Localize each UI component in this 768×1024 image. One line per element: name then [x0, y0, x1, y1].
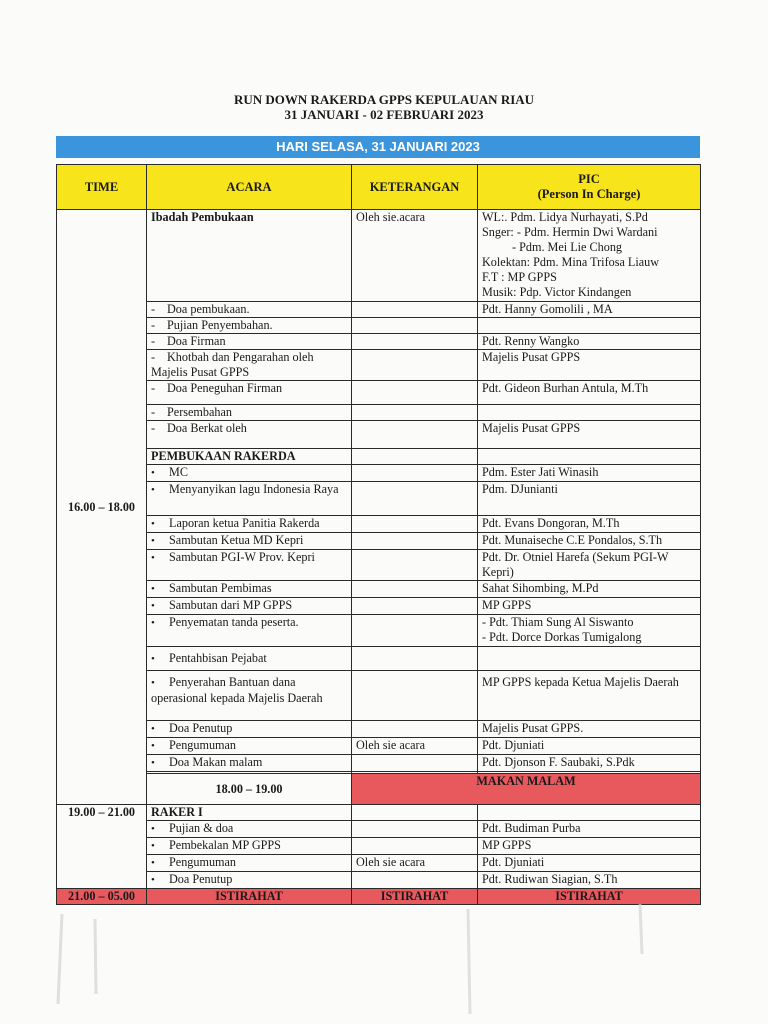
pic-cell: Pdt. Hanny Gomolili , MA — [478, 302, 701, 318]
keterangan-cell — [352, 598, 478, 615]
acara-cell: • Penyematan tanda peserta. — [147, 615, 352, 647]
col-keterangan-header: KETERANGAN — [352, 165, 478, 210]
acara-cell: • Doa Penutup — [147, 872, 352, 889]
pic-cell — [478, 405, 701, 421]
time-cell: 21.00 – 05.00 — [57, 889, 147, 905]
acara-cell: • Penyerahan Bantuan dana operasional kepada Majelis Daerah — [147, 671, 352, 721]
pic-cell: Pdt. Renny Wangko — [478, 334, 701, 350]
keterangan-cell — [352, 318, 478, 334]
keterangan-cell — [352, 482, 478, 516]
table-row — [57, 615, 701, 647]
col-pic-header — [478, 165, 701, 210]
time-cell: 19.00 – 21.00 — [57, 805, 147, 889]
keterangan-cell — [352, 647, 478, 671]
break-pic: ISTIRAHAT — [478, 889, 701, 905]
acara-cell: • Pengumuman — [147, 738, 352, 755]
table-row — [57, 838, 701, 855]
pic-line: Snger: - Pdm. Hermin Dwi Wardani — [482, 225, 658, 239]
acara-cell: • Doa Makan malam — [147, 755, 352, 772]
table-row — [57, 533, 701, 550]
pic-cell — [478, 615, 701, 647]
pic-cell: Majelis Pusat GPPS — [478, 421, 701, 449]
section-title: RAKER I — [147, 805, 352, 821]
keterangan-cell — [352, 381, 478, 405]
document-title — [0, 92, 768, 122]
pic-header-sub: (Person In Charge) — [537, 187, 641, 201]
table-row — [57, 721, 701, 738]
table-row — [57, 381, 701, 405]
table-row — [57, 465, 701, 482]
keterangan-cell — [352, 581, 478, 598]
pic-line: - Pdt. Thiam Sung Al Siswanto — [482, 615, 634, 629]
keterangan-cell — [352, 615, 478, 647]
table-row — [57, 405, 701, 421]
pic-cell: Majelis Pusat GPPS. — [478, 721, 701, 738]
acara-cell: • Pembekalan MP GPPS — [147, 838, 352, 855]
break-label: MAKAN MALAM — [352, 774, 701, 805]
keterangan-cell — [352, 872, 478, 889]
acara-cell: • Menyanyikan lagu Indonesia Raya — [147, 482, 352, 516]
acara-cell: • Pujian & doa — [147, 821, 352, 838]
acara-cell: • Sambutan Ketua MD Kepri — [147, 533, 352, 550]
acara-cell: - Doa pembukaan. — [147, 302, 352, 318]
table-row — [57, 449, 701, 465]
pic-line: - Pdt. Dorce Dorkas Tumigalong — [482, 630, 642, 644]
keterangan-cell — [352, 721, 478, 738]
keterangan-cell — [352, 805, 478, 821]
col-time-header: TIME — [57, 165, 147, 210]
acara-cell: • Pengumuman — [147, 855, 352, 872]
pic-cell: Pdt. Budiman Purba — [478, 821, 701, 838]
keterangan-cell — [352, 671, 478, 721]
pic-cell: Pdm. Ester Jati Winasih — [478, 465, 701, 482]
pic-cell: MP GPPS kepada Ketua Majelis Daerah — [478, 671, 701, 721]
pic-cell: MP GPPS — [478, 838, 701, 855]
pic-cell — [478, 449, 701, 465]
section-title: PEMBUKAAN RAKERDA — [147, 449, 352, 465]
col-acara-header: ACARA — [147, 165, 352, 210]
table-row — [57, 550, 701, 581]
time-cell: 16.00 – 18.00 — [57, 210, 147, 805]
table-row — [57, 805, 701, 821]
pic-cell: Pdt. Munaiseche C.E Pondalos, S.Th — [478, 533, 701, 550]
table-row — [57, 755, 701, 772]
acara-cell: • Pentahbisan Pejabat — [147, 647, 352, 671]
acara-cell: • Sambutan Pembimas — [147, 581, 352, 598]
keterangan-cell — [352, 533, 478, 550]
pic-line: - Pdm. Mei Lie Chong — [512, 240, 623, 254]
day-banner: HARI SELASA, 31 JANUARI 2023 — [56, 136, 700, 158]
scan-bleed-marks — [0, 894, 768, 1024]
break-row-makan-malam — [57, 774, 701, 805]
pic-cell: Pdt. Djuniati — [478, 738, 701, 755]
table-row — [57, 421, 701, 449]
acara-cell: - Doa Berkat oleh — [147, 421, 352, 449]
keterangan-cell: Oleh sie acara — [352, 738, 478, 755]
keterangan-cell — [352, 405, 478, 421]
pic-cell: Pdt. Djonson F. Saubaki, S.Pdk — [478, 755, 701, 772]
keterangan-cell — [352, 821, 478, 838]
bleed-mark — [58, 914, 62, 1004]
pic-line: F.T : MP GPPS — [482, 270, 557, 284]
table-row — [57, 855, 701, 872]
table-row — [57, 581, 701, 598]
table-row — [57, 302, 701, 318]
pic-cell: Pdt. Dr. Otniel Harefa (Sekum PGI-W Kepri) — [478, 550, 701, 581]
table-row — [57, 598, 701, 615]
table-row — [57, 318, 701, 334]
pic-cell: Pdt. Gideon Burhan Antula, M.Th — [478, 381, 701, 405]
keterangan-cell — [352, 350, 478, 381]
title-line-1: RUN DOWN RAKERDA GPPS KEPULAUAN RIAU — [233, 92, 535, 107]
keterangan-cell — [352, 550, 478, 581]
keterangan-cell: Oleh sie acara — [352, 855, 478, 872]
acara-cell: - Doa Firman — [147, 334, 352, 350]
table-header-row — [57, 165, 701, 210]
keterangan-cell — [352, 421, 478, 449]
acara-cell: • MC — [147, 465, 352, 482]
pic-header-label: PIC — [578, 172, 600, 186]
pic-cell: Majelis Pusat GPPS — [478, 350, 701, 381]
table-row — [57, 872, 701, 889]
keterangan-cell — [352, 516, 478, 533]
pic-cell — [478, 805, 701, 821]
keterangan-cell — [352, 465, 478, 482]
acara-cell: • Sambutan PGI-W Prov. Kepri — [147, 550, 352, 581]
pic-cell: Sahat Sihombing, M.Pd — [478, 581, 701, 598]
table-row — [57, 350, 701, 381]
pic-line: WL:. Pdm. Lidya Nurhayati, S.Pd — [482, 210, 648, 224]
pic-cell — [478, 647, 701, 671]
keterangan-cell — [352, 334, 478, 350]
acara-cell: • Laporan ketua Panitia Rakerda — [147, 516, 352, 533]
break-keterangan: ISTIRAHAT — [352, 889, 478, 905]
bleed-mark — [95, 919, 96, 994]
table-row — [57, 647, 701, 671]
rundown-table — [56, 164, 701, 905]
keterangan-cell: Oleh sie.acara — [352, 210, 478, 302]
table-row — [57, 334, 701, 350]
keterangan-cell — [352, 755, 478, 772]
table-row — [57, 210, 701, 302]
pic-cell: Pdt. Evans Dongoran, M.Th — [478, 516, 701, 533]
pic-cell — [478, 318, 701, 334]
acara-cell: Ibadah Pembukaan — [147, 210, 352, 302]
time-cell: 18.00 – 19.00 — [147, 774, 352, 805]
keterangan-cell — [352, 449, 478, 465]
table-row — [57, 482, 701, 516]
acara-cell: - Doa Peneguhan Firman — [147, 381, 352, 405]
keterangan-cell — [352, 302, 478, 318]
pic-cell: Pdt. Rudiwan Siagian, S.Th — [478, 872, 701, 889]
table-row — [57, 516, 701, 533]
keterangan-cell — [352, 838, 478, 855]
acara-cell: • Sambutan dari MP GPPS — [147, 598, 352, 615]
bleed-mark — [468, 909, 470, 1014]
pic-cell: MP GPPS — [478, 598, 701, 615]
acara-cell: - Pujian Penyembahan. — [147, 318, 352, 334]
break-acara: ISTIRAHAT — [147, 889, 352, 905]
title-line-2: 31 JANUARI - 02 FEBRUARI 2023 — [284, 107, 484, 122]
acara-cell: • Doa Penutup — [147, 721, 352, 738]
pic-cell: Pdm. DJunianti — [478, 482, 701, 516]
table-row — [57, 821, 701, 838]
pic-cell: Pdt. Djuniati — [478, 855, 701, 872]
pic-line: Musik: Pdp. Victor Kindangen — [482, 285, 632, 299]
pic-cell — [478, 210, 701, 302]
acara-cell: - Persembahan — [147, 405, 352, 421]
table-row — [57, 738, 701, 755]
pic-line: Kolektan: Pdm. Mina Trifosa Liauw — [482, 255, 660, 269]
table-row — [57, 671, 701, 721]
bleed-mark — [640, 904, 642, 954]
acara-cell: - Khotbah dan Pengarahan oleh Majelis Pusat GPPS — [147, 350, 352, 381]
